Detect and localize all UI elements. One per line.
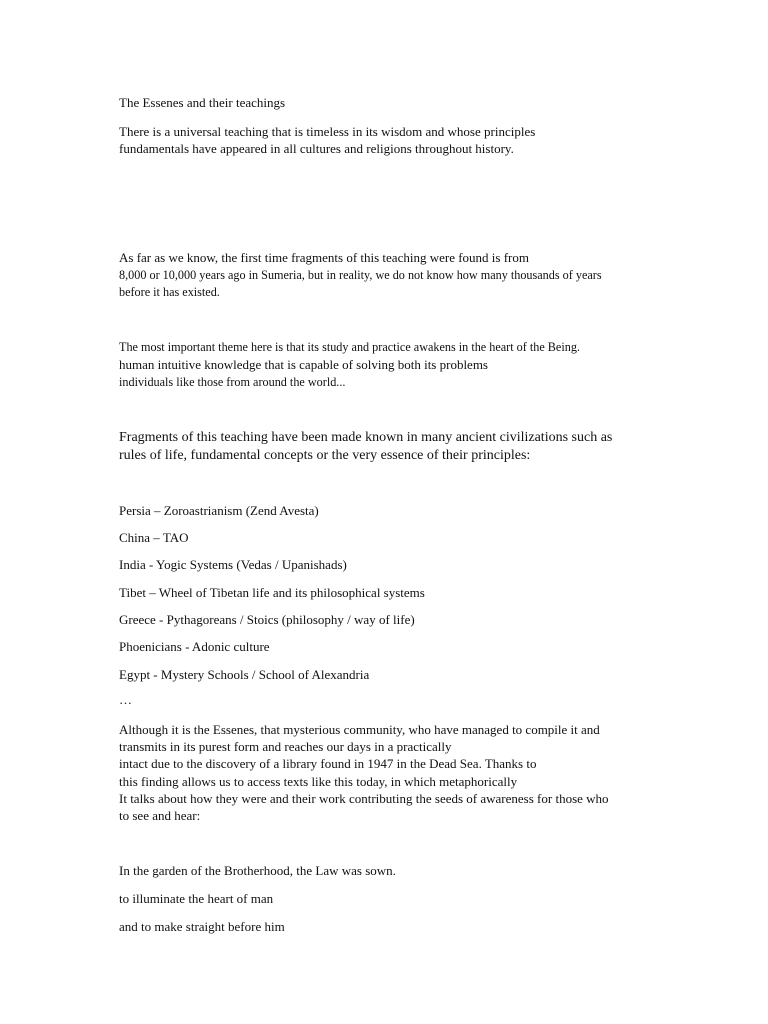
civilization-item: Egypt - Mystery Schools / School of Alexandria bbox=[119, 667, 370, 682]
civilization-item: Tibet – Wheel of Tibetan life and its philosophical systems bbox=[119, 585, 425, 600]
verse-line: In the garden of the Brotherhood, the Law was sown. bbox=[119, 863, 396, 878]
origin-line: 8,000 or 10,000 years ago in Sumeria, but in reality, we do not know how many thousands of years bbox=[119, 268, 602, 282]
essenes-line: this finding allows us to access texts like this today, in which metaphorically bbox=[119, 774, 518, 789]
origin-line: As far as we know, the first time fragments of this teaching were found is from bbox=[119, 250, 529, 265]
fragments-line: rules of life, fundamental concepts or the very essence of their principles: bbox=[119, 448, 531, 463]
ellipsis: … bbox=[119, 692, 132, 707]
theme-line: individuals like those from around the world... bbox=[119, 375, 346, 389]
document-title: The Essenes and their teachings bbox=[119, 95, 286, 110]
intro-line: fundamentals have appeared in all cultures and religions throughout history. bbox=[119, 141, 514, 156]
fragments-line: Fragments of this teaching have been made known in many ancient civilizations such as bbox=[119, 430, 613, 445]
verse-line: to illuminate the heart of man bbox=[119, 891, 274, 906]
essenes-line: transmits in its purest form and reaches our days in a practically bbox=[119, 739, 452, 754]
essenes-line: It talks about how they were and their work contributing the seeds of awareness for those who bbox=[119, 791, 609, 806]
theme-line: The most important theme here is that its study and practice awakens in the heart of the Being. bbox=[119, 340, 580, 354]
civilization-item: Greece - Pythagoreans / Stoics (philosophy / way of life) bbox=[119, 612, 415, 627]
essenes-line: Although it is the Essenes, that mysterious community, who have managed to compile it and bbox=[119, 722, 600, 737]
theme-line: human intuitive knowledge that is capable of solving both its problems bbox=[119, 357, 488, 372]
essenes-line: intact due to the discovery of a library found in 1947 in the Dead Sea. Thanks to bbox=[119, 756, 537, 771]
origin-line: before it has existed. bbox=[119, 285, 220, 299]
civilization-item: China – TAO bbox=[119, 530, 189, 545]
essenes-line: to see and hear: bbox=[119, 808, 201, 823]
verse-line: and to make straight before him bbox=[119, 919, 285, 934]
intro-line: There is a universal teaching that is timeless in its wisdom and whose principles bbox=[119, 124, 536, 139]
civilization-item: India - Yogic Systems (Vedas / Upanishads) bbox=[119, 557, 347, 572]
civilization-item: Persia – Zoroastrianism (Zend Avesta) bbox=[119, 503, 319, 518]
civilization-item: Phoenicians - Adonic culture bbox=[119, 639, 270, 654]
